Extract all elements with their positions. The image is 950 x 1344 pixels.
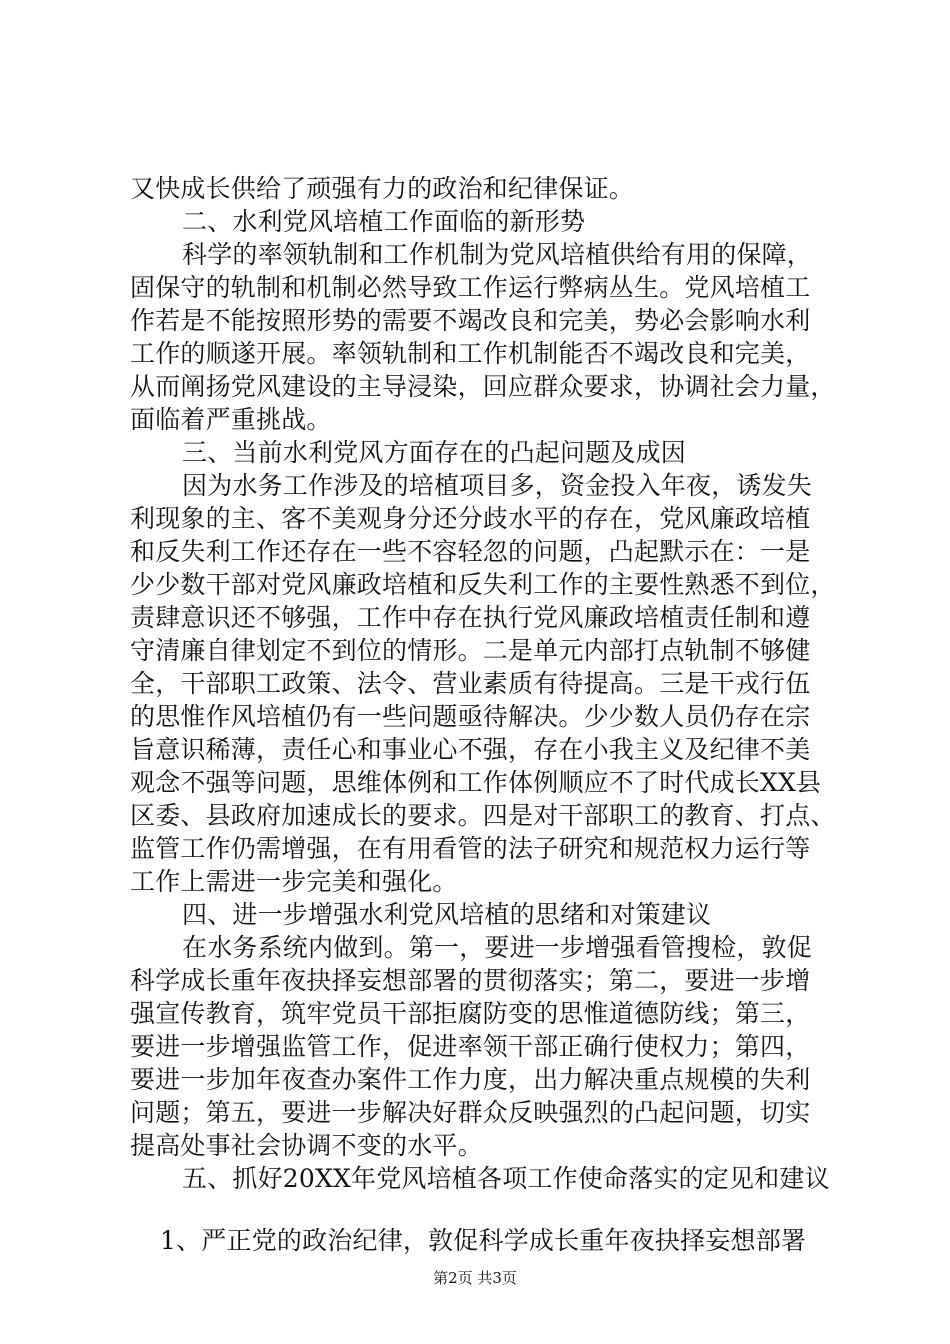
text-line: 和反失利工作还存在一些不容轻忽的问题，凸起默示在：一是 [130,537,811,566]
text-line: 在水务系统内做到。第一，要进一步增强看管搜检，敦促 [182,933,813,962]
text-line: 监管工作仍需增强，在有用看管的法子研究和规范权力运行等 [130,834,811,863]
text-line: 要进一步增强监管工作，促进率领干部正确行使权力；第四， [130,1032,811,1061]
text-line: 旨意识稀薄，责任心和事业心不强，存在小我主义及纪律不美 [130,735,811,764]
text-line: 固保守的轨制和机制必然导致工作运行弊病丛生。党风培植工 [130,273,811,302]
text-line: 因为水务工作涉及的培植项目多，资金投入年夜，诱发失 [182,471,813,500]
text-line: 科学的率领轨制和工作机制为党风培植供给有用的保障， [182,240,813,269]
text-line: 责肆意识还不够强，工作中存在执行党风廉政培植责任制和遵 [130,603,811,632]
section-heading: 四、进一步增强水利党风培植的思绪和对策建议 [182,900,712,929]
text-line: 又快成长供给了顽强有力的政治和纪律保证。 [130,174,635,203]
page-footer: 第2页 共3页 [433,1269,517,1287]
text-line: 从而阐扬党风建设的主导浸染，回应群众要求，协调社会力量， [130,372,836,401]
text-line: 强宣传教育，筑牢党员干部拒腐防变的思惟道德防线；第三， [130,999,811,1028]
section-heading: 三、当前水利党风方面存在的凸起问题及成因 [182,438,687,467]
text-line: 区委、县政府加速成长的要求。四是对干部职工的教育、打点、 [130,801,836,830]
section-heading: 五、抓好20XX年党风培植各项工作使命落实的定见和建议 [182,1164,830,1193]
text-line: 工作的顺遂开展。率领轨制和工作机制能否不竭改良和完美， [130,339,811,368]
text-line: 观念不强等问题，思维体例和工作体例顺应不了时代成长XX县 [130,768,822,797]
text-line: 少少数干部对党风廉政培植和反失利工作的主要性熟悉不到位， [130,570,836,599]
section-heading: 二、水利党风培植工作面临的新形势 [182,207,586,236]
text-line: 守清廉自律划定不到位的情形。二是单元内部打点轨制不够健 [130,636,811,665]
text-line: 全，干部职工政策、法令、营业素质有待提高。三是干戎行伍 [130,669,811,698]
text-line: 的思惟作风培植仍有一些问题亟待解决。少少数人员仍存在宗 [130,702,811,731]
list-item: 1、严正党的政治纪律，敦促科学成长重年夜抉择妄想部署 [160,1226,807,1255]
text-line: 面临着严重挑战。 [130,405,332,434]
text-line: 作若是不能按照形势的需要不竭改良和完美，势必会影响水利 [130,306,811,335]
text-line: 提高处事社会协调不变的水平。 [130,1131,483,1160]
text-line: 要进一步加年夜查办案件工作力度，出力解决重点规模的失利 [130,1065,811,1094]
text-line: 利现象的主、客不美观身分还分歧水平的存在，党风廉政培植 [130,504,811,533]
text-line: 科学成长重年夜抉择妄想部署的贯彻落实；第二，要进一步增 [130,966,811,995]
text-line: 工作上需进一步完美和强化。 [130,867,458,896]
text-line: 问题；第五，要进一步解决好群众反映强烈的凸起问题，切实 [130,1098,811,1127]
